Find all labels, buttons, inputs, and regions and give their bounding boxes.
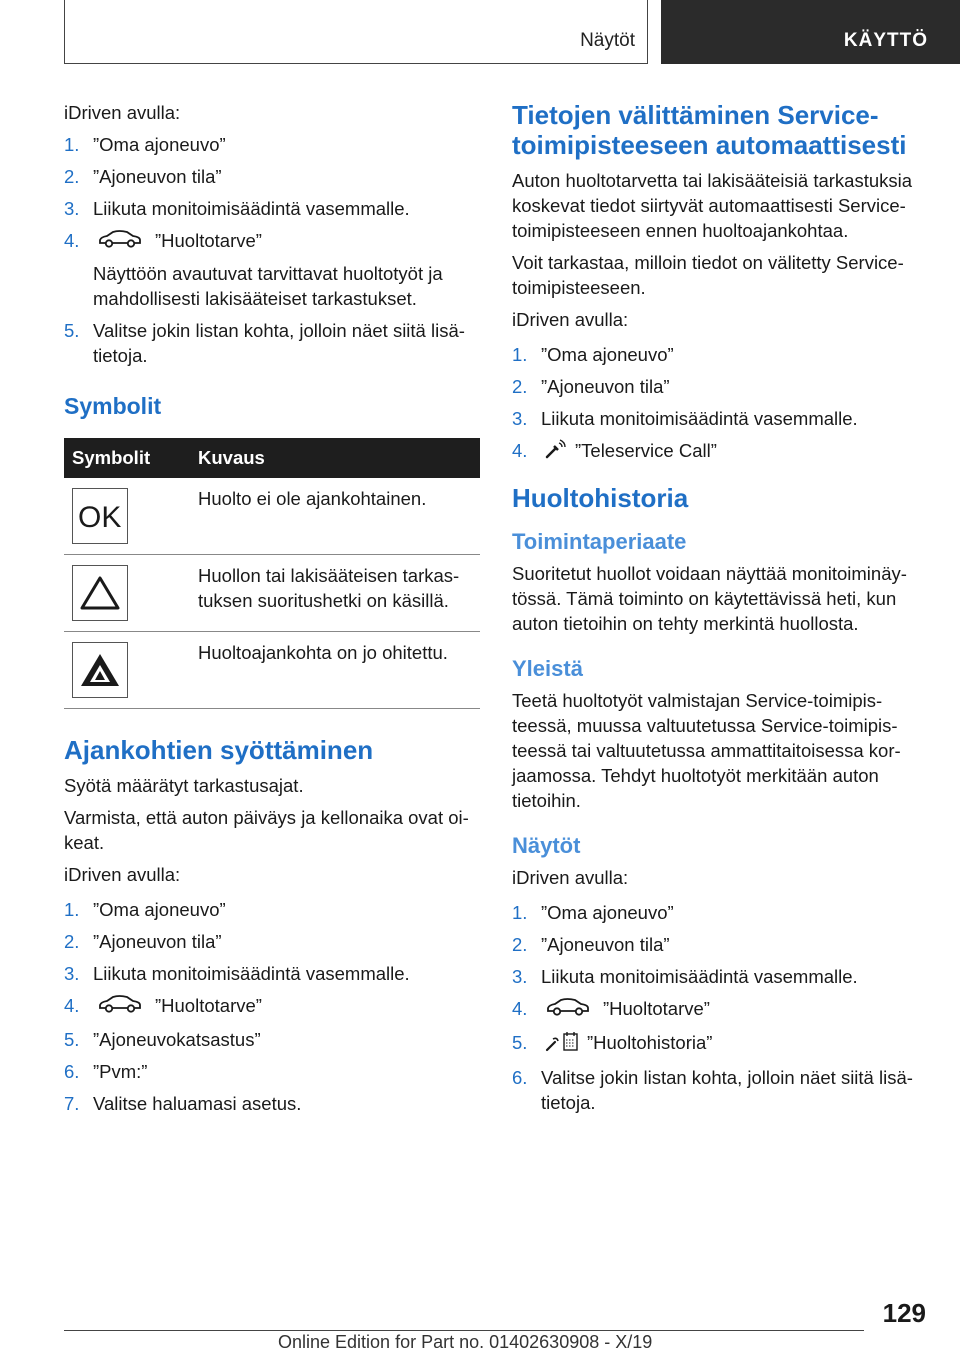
right-column bbox=[512, 100, 928, 1123]
list-item: 5. ”Ajoneuvokatsastus” bbox=[64, 1029, 261, 1051]
list-item: 2. ”Ajoneuvon tila” bbox=[512, 376, 670, 397]
paragraph: iDriven avulla: bbox=[64, 864, 181, 886]
list-item: 4. ”Huoltotarve” bbox=[512, 996, 928, 1023]
paragraph: Syötä määrätyt tarkastusajat. bbox=[64, 775, 304, 797]
huoltohistoria-heading: Huoltohistoria bbox=[512, 483, 689, 514]
table-cell-description: Huollon tai lakisääteisen tarkas-tuksen suoritushetki on käsillä. bbox=[190, 555, 480, 632]
list-item: 6. ”Pvm:” bbox=[64, 1061, 148, 1083]
list-item: 4. ”Teleservice Call” bbox=[512, 438, 928, 465]
header-section-title: Näytöt bbox=[580, 30, 635, 51]
paragraph: Auton huoltotarvetta tai lakisääteisiä tarkastuksia koskevat tiedot siirtyvät automaattisesti Service-toimipisteeseen ennen huoltoajankohtaa. bbox=[512, 170, 913, 241]
naytot-heading: Näytöt bbox=[512, 833, 581, 859]
steps-list-history bbox=[512, 900, 928, 1115]
list-item: 2. ”Ajoneuvon tila” bbox=[64, 931, 222, 953]
list-item: 1. ”Oma ajoneuvo” bbox=[64, 899, 226, 921]
list-item: 2. ”Ajoneuvon tila” bbox=[512, 934, 670, 956]
table-cell-description: Huoltoajankohta on jo ohitettu. bbox=[190, 632, 480, 709]
list-item: 2. ”Ajoneuvon tila” bbox=[64, 166, 222, 187]
intro-text: iDriven avulla: bbox=[64, 102, 181, 123]
warning-triangle-icon bbox=[72, 565, 128, 621]
list-item: 4. ”Huoltotarve” bbox=[64, 993, 480, 1020]
car-icon bbox=[97, 994, 143, 1020]
symbols-heading: Symbolit bbox=[64, 393, 162, 420]
list-item: 6. Valitse jokin listan kohta, jolloin näet siitä lisä-tietoja. bbox=[512, 1067, 913, 1114]
svg-text:OK: OK bbox=[78, 501, 122, 532]
list-item: 4. ”Huoltotarve” Näyttöön avautuvat tarvittavat huoltotyöt ja mahdollisesti lakisääteiset tarkastukset. bbox=[64, 230, 443, 310]
footer-edition: Online Edition for Part no. 01402630908 - X/19 bbox=[278, 1332, 653, 1352]
table-cell-description: Huolto ei ole ajankohtainen. bbox=[190, 478, 480, 555]
teleservice-heading: Tietojen välittäminen Service-toimipisteeseen automaattisesti bbox=[512, 100, 907, 160]
toimintaperiaate-heading: Toimintaperiaate bbox=[512, 529, 687, 555]
paragraph: Voit tarkastaa, milloin tiedot on välitetty Service-toimipisteeseen. bbox=[512, 252, 904, 298]
list-item: 3. Liikuta monitoimisäädintä vasemmalle. bbox=[512, 408, 858, 429]
left-column bbox=[64, 100, 480, 1124]
overdue-triangle-icon bbox=[72, 642, 128, 698]
list-item: 1. ”Oma ajoneuvo” bbox=[512, 902, 674, 924]
steps-list-service-need bbox=[64, 132, 480, 368]
list-item: 3. Liikuta monitoimisäädintä vasemmalle. bbox=[64, 963, 410, 985]
list-item: 5. Valitse jokin listan kohta, jolloin näet siitä lisä-tietoja. bbox=[64, 320, 465, 367]
paragraph: iDriven avulla: bbox=[512, 867, 629, 889]
ajankohtien-heading: Ajankohtien syöttäminen bbox=[64, 735, 374, 766]
table-header-description: Kuvaus bbox=[190, 438, 480, 478]
paragraph: Suoritetut huollot voidaan näyttää monitoiminäy-tössä. Tämä toiminto on käytettävissä heti, kun auton tietoihin on tehty merkintä huollosta. bbox=[512, 563, 907, 635]
footer-divider bbox=[64, 1330, 864, 1331]
list-item: 3. Liikuta monitoimisäädintä vasemmalle. bbox=[64, 198, 410, 219]
header-section-tab bbox=[64, 0, 648, 64]
wrench-signal-icon bbox=[545, 439, 567, 465]
page-number: 129 bbox=[882, 1298, 926, 1328]
yleista-heading: Yleistä bbox=[512, 656, 583, 682]
car-icon bbox=[97, 229, 143, 255]
list-item: 7. Valitse haluamasi asetus. bbox=[64, 1093, 302, 1115]
symbols-table bbox=[64, 438, 480, 709]
car-icon bbox=[545, 997, 591, 1023]
header-chapter-tab bbox=[661, 0, 960, 64]
steps-list-inspection bbox=[64, 897, 480, 1116]
ok-icon bbox=[72, 488, 128, 544]
list-item: 3. Liikuta monitoimisäädintä vasemmalle. bbox=[512, 966, 858, 988]
steps-list-teleservice bbox=[512, 342, 928, 465]
paragraph: iDriven avulla: bbox=[512, 309, 629, 330]
table-header-symbols: Symbolit bbox=[64, 438, 190, 478]
table-row bbox=[64, 632, 480, 709]
header-chapter-title: KÄYTTÖ bbox=[843, 30, 928, 51]
service-history-icon bbox=[545, 1030, 579, 1058]
list-item: 5. ”Huoltohistoria” bbox=[512, 1030, 928, 1058]
table-row bbox=[64, 478, 480, 555]
list-item: 1. ”Oma ajoneuvo” bbox=[512, 344, 674, 365]
paragraph: Varmista, että auton päiväys ja kellonaika ovat oi-keat. bbox=[64, 807, 469, 854]
list-item: 1. ”Oma ajoneuvo” bbox=[64, 134, 226, 155]
paragraph: Teetä huoltotyöt valmistajan Service-toimipis-teessä, muussa valtuutetussa Service-toimipis-teessä tai valtuutetussa ammattitaitoisessa kor-jaamossa. Tehdyt huoltotyöt merkitään auton tietoihin. bbox=[512, 690, 901, 812]
table-row bbox=[64, 555, 480, 632]
